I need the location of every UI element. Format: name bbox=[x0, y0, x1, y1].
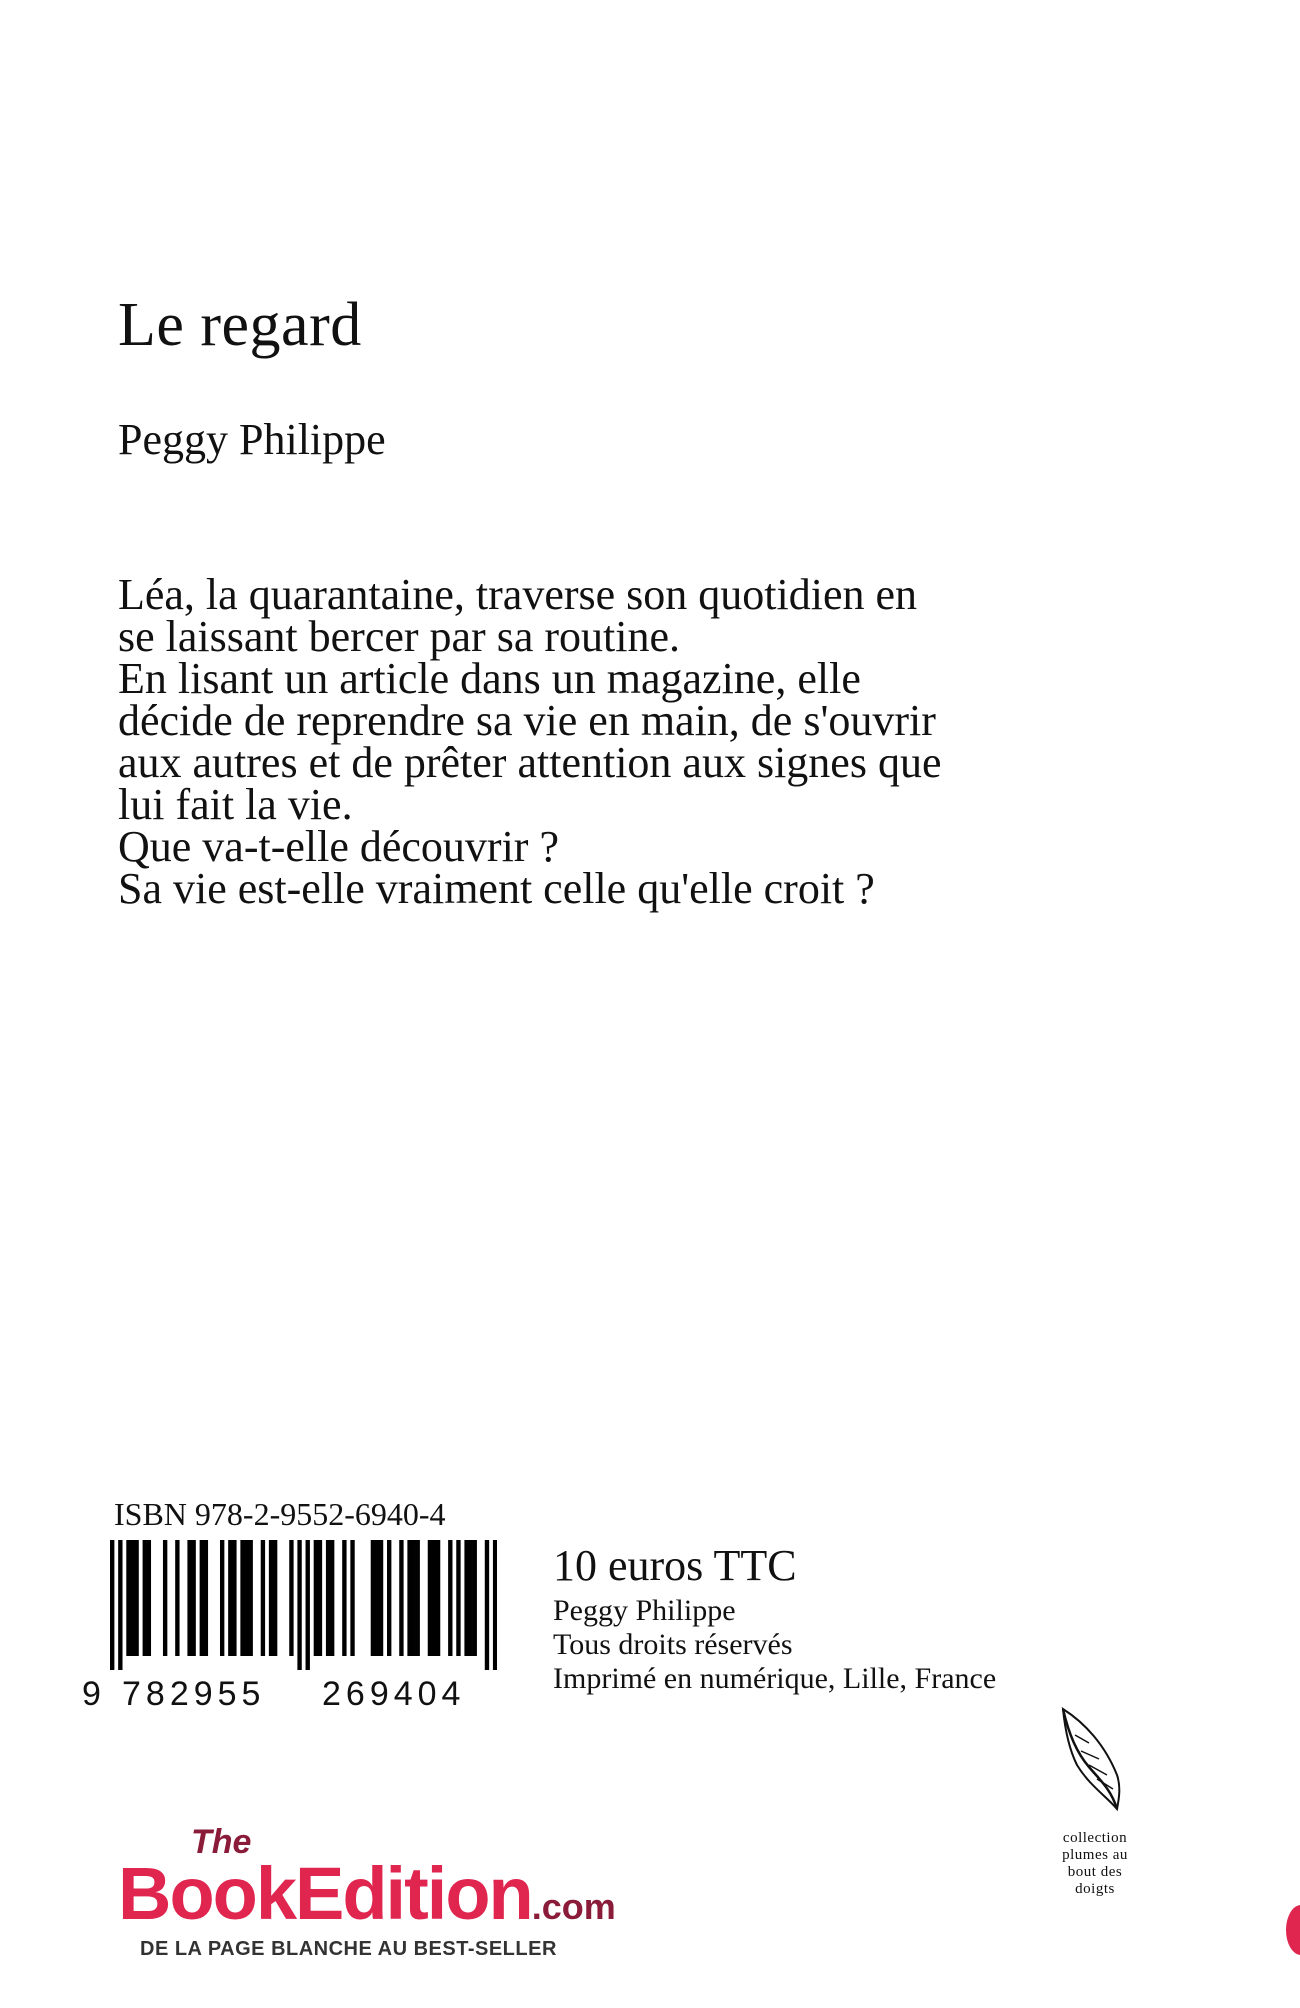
barcode-bar bbox=[379, 1540, 383, 1656]
blurb-paragraph: En lisant un article dans un magazine, elle décide de reprendre sa vie en main, de s'ouvrir aux autres et de prêter attention aux signes que lui fait la vie. bbox=[118, 654, 942, 829]
barcode-bar bbox=[175, 1540, 179, 1656]
barcode-bar bbox=[314, 1540, 318, 1656]
collection-label bbox=[1040, 1830, 1150, 1898]
barcode-bar bbox=[350, 1540, 354, 1656]
book-author: Peggy Philippe bbox=[118, 415, 386, 464]
barcode-bar bbox=[468, 1540, 472, 1656]
blurb-paragraph: Que va-t-elle découvrir ? bbox=[118, 822, 559, 871]
barcode-bar bbox=[318, 1540, 322, 1656]
imprint-rights: Tous droits réservés bbox=[553, 1628, 793, 1661]
publisher-logo bbox=[118, 1823, 768, 1960]
logo-wordmark bbox=[118, 1852, 616, 1944]
barcode-bar bbox=[436, 1540, 440, 1656]
barcode-bar bbox=[273, 1540, 277, 1656]
barcode-bar bbox=[143, 1540, 147, 1656]
barcode-bar bbox=[485, 1540, 489, 1670]
logo-domain: .com bbox=[531, 1886, 616, 1927]
barcode bbox=[82, 1540, 497, 1670]
barcode-bar bbox=[261, 1540, 265, 1656]
barcode-bar bbox=[200, 1540, 204, 1656]
back-cover-blurb bbox=[118, 570, 958, 913]
barcode-bar bbox=[326, 1540, 330, 1656]
quill-icon bbox=[1055, 1705, 1125, 1815]
edge-mark bbox=[1286, 1905, 1300, 1955]
collection-line: plumes au bbox=[1062, 1847, 1128, 1863]
blurb-paragraph: Léa, la quarantaine, traverse son quotidien en se laissant bercer par sa routine. bbox=[118, 570, 918, 661]
barcode-bar bbox=[289, 1540, 293, 1656]
barcode-bar bbox=[126, 1540, 130, 1656]
imprint-author: Peggy Philippe bbox=[553, 1594, 736, 1627]
logo-the: The bbox=[191, 1823, 252, 1861]
collection-line: bout des bbox=[1067, 1864, 1123, 1880]
barcode-bar bbox=[473, 1540, 477, 1656]
isbn-label: ISBN 978-2-9552-6940-4 bbox=[114, 1496, 446, 1532]
barcode-bar bbox=[240, 1540, 244, 1656]
collection-line: doigts bbox=[1075, 1881, 1115, 1897]
barcode-bar bbox=[411, 1540, 415, 1656]
barcode-bar bbox=[134, 1540, 138, 1656]
barcode-digits-left: 782955 bbox=[122, 1675, 266, 1713]
barcode-bar bbox=[456, 1540, 460, 1656]
imprint-printing: Imprimé en numérique, Lille, France bbox=[553, 1662, 997, 1695]
barcode-bar bbox=[387, 1540, 391, 1656]
barcode-bar bbox=[244, 1540, 248, 1656]
barcode-bar bbox=[493, 1540, 497, 1670]
barcode-bar bbox=[204, 1540, 208, 1656]
barcode-bar bbox=[163, 1540, 167, 1656]
blurb-paragraph: Sa vie est-elle vraiment celle qu'elle croit ? bbox=[118, 864, 875, 913]
barcode-bar bbox=[464, 1540, 468, 1656]
book-title: Le regard bbox=[118, 291, 362, 359]
collection-line: collection bbox=[1062, 1830, 1128, 1846]
price: 10 euros TTC bbox=[553, 1541, 797, 1590]
barcode-bar bbox=[269, 1540, 273, 1656]
logo-tagline: DE LA PAGE BLANCHE AU BEST-SELLER bbox=[140, 1938, 557, 1960]
barcode-bar bbox=[147, 1540, 151, 1656]
logo-name: BookEdition bbox=[118, 1852, 532, 1935]
barcode-bar bbox=[118, 1540, 122, 1670]
barcode-digit-lead: 9 bbox=[82, 1675, 101, 1713]
barcode-bar bbox=[416, 1540, 420, 1656]
barcode-bar bbox=[428, 1540, 432, 1656]
barcode-bar bbox=[228, 1540, 232, 1656]
barcode-bar bbox=[220, 1540, 224, 1656]
barcode-bar bbox=[407, 1540, 411, 1656]
barcode-bar bbox=[130, 1540, 134, 1656]
barcode-bar bbox=[110, 1540, 114, 1670]
barcode-bar bbox=[191, 1540, 195, 1656]
barcode-bar bbox=[330, 1540, 334, 1656]
barcode-bar bbox=[375, 1540, 379, 1656]
barcode-bar bbox=[306, 1540, 310, 1670]
barcode-bar bbox=[399, 1540, 403, 1656]
barcode-bar bbox=[297, 1540, 301, 1670]
barcode-digits-right: 269404 bbox=[322, 1675, 466, 1713]
barcode-bar bbox=[342, 1540, 346, 1656]
barcode-bar bbox=[187, 1540, 191, 1656]
barcode-bar bbox=[232, 1540, 236, 1656]
barcode-bar bbox=[371, 1540, 375, 1656]
imprint-info bbox=[553, 1594, 996, 1696]
barcode-digits bbox=[82, 1675, 497, 1715]
barcode-bar bbox=[249, 1540, 253, 1656]
barcode-bar bbox=[448, 1540, 452, 1656]
barcode-bar bbox=[432, 1540, 436, 1656]
